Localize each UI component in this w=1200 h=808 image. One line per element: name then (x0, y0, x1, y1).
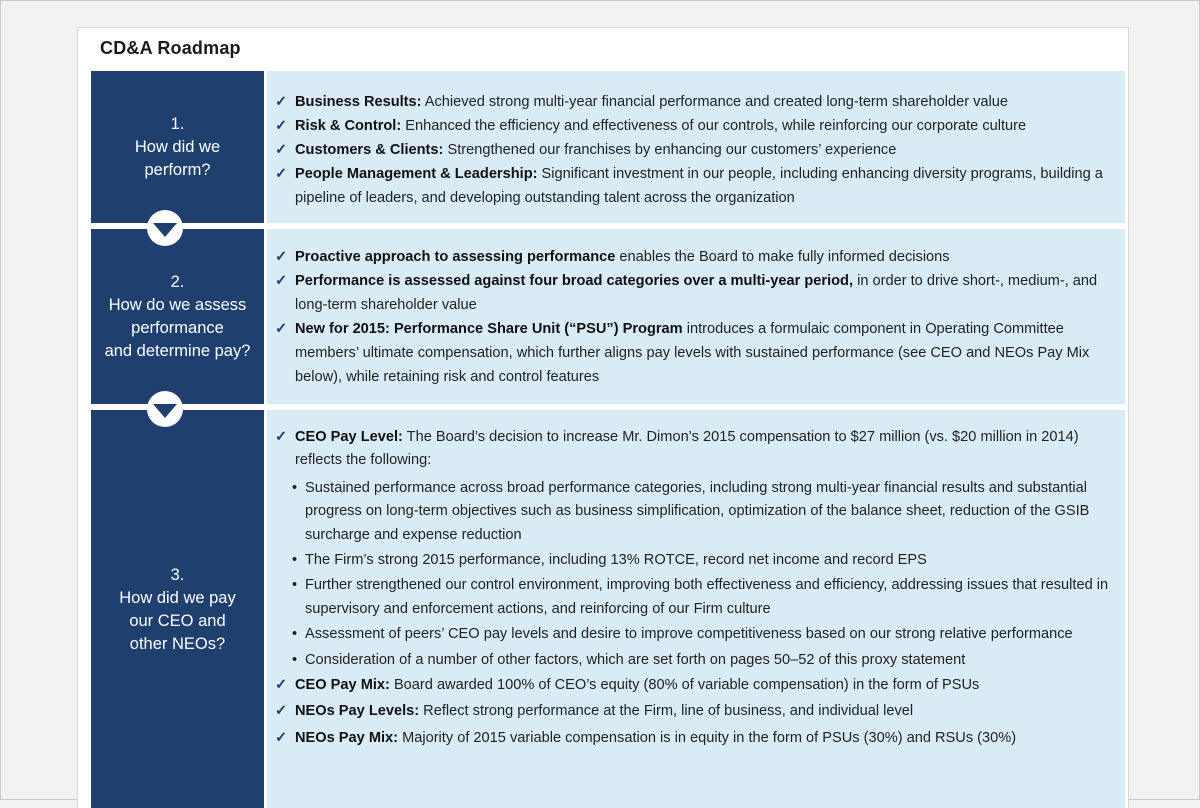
check-icon: ✓ (275, 118, 288, 134)
item-heading: Customers & Clients: (295, 142, 444, 158)
bullet-item (275, 623, 1113, 646)
item-heading: CEO Pay Mix: (295, 677, 390, 694)
item-heading: NEOs Pay Mix: (295, 729, 399, 746)
check-icon: ✓ (275, 429, 288, 445)
bullet-icon: • (292, 552, 298, 569)
item-text: Significant investment in our people, including enhancing diversity programs, building a pipeline of leaders, and developing outstanding talent across the organization (295, 166, 1103, 206)
item-heading: Business Results: (295, 94, 422, 110)
bullet-item (275, 477, 1113, 547)
bullet-text: Assessment of peers’ CEO pay levels and desire to improve competitiveness based on our strong relative performance (305, 626, 1073, 643)
section-label-box (91, 229, 264, 404)
list-item (275, 674, 1113, 697)
bullet-item (275, 549, 1113, 572)
section-assess (91, 229, 1125, 404)
item-text: Strengthened our franchises by enhancing our customers’ experience (443, 142, 897, 158)
section-label-box (91, 71, 264, 223)
roadmap-card (77, 27, 1129, 808)
list-item (275, 162, 1113, 210)
item-text: enables the Board to make fully informed decisions (615, 249, 950, 265)
section-pay (91, 410, 1125, 808)
down-arrow-icon (147, 210, 183, 246)
check-icon: ✓ (275, 729, 288, 746)
item-text: Reflect strong performance at the Firm, line of business, and individual level (419, 703, 914, 720)
check-icon: ✓ (275, 166, 288, 182)
item-text: Enhanced the efficiency and effectiveness of our controls, while reinforcing our corporate culture (401, 118, 1027, 134)
item-text: Board awarded 100% of CEO’s equity (80% of variable compensation) in the form of PSUs (389, 677, 980, 694)
check-icon: ✓ (275, 321, 288, 337)
list-item (275, 90, 1113, 114)
item-heading: Proactive approach to assessing performance (295, 249, 616, 265)
item-text: in order to drive short-, medium-, and long-term shareholder value (295, 273, 1098, 313)
check-icon: ✓ (275, 142, 288, 158)
check-icon: ✓ (275, 677, 288, 694)
list-item (275, 138, 1113, 162)
page-title: CD&A Roadmap (100, 38, 241, 58)
section-label: 2. How do we assess performance and determine pay? (104, 272, 251, 360)
bullet-text: Consideration of a number of other factors, which are set forth on pages 50–52 of this proxy statement (305, 651, 966, 668)
down-arrow-icon (147, 391, 183, 427)
list-item (275, 269, 1113, 317)
item-heading: People Management & Leadership: (295, 166, 538, 182)
bullet-text: The Firm’s strong 2015 performance, including 13% ROTCE, record net income and record EPS (305, 552, 927, 569)
check-icon: ✓ (275, 249, 288, 265)
item-heading: Risk & Control: (295, 118, 402, 134)
item-heading: Performance is assessed against four broad categories over a multi-year period, (295, 273, 854, 289)
section-perform (91, 71, 1125, 223)
list-item (275, 317, 1113, 389)
list-item (275, 700, 1113, 723)
item-heading: CEO Pay Level: (295, 429, 403, 445)
item-heading: NEOs Pay Levels: (295, 703, 420, 720)
section-content (267, 71, 1125, 223)
item-text: Achieved strong multi-year financial performance and created long-term shareholder value (421, 94, 1009, 110)
section-content (267, 229, 1125, 404)
bullet-text: Sustained performance across broad performance categories, including strong multi-year financial results and substantial progress on long-term objectives such as business simplification, optimization of the balance sheet, reduction of the GSIB surcharge and expense reduction (305, 479, 1090, 543)
bullet-item (275, 574, 1113, 621)
item-text: introduces a formulaic component in Operating Committee members’ ultimate compensation, which further aligns pay levels with sustained performance (see CEO and NEOs Pay Mix below), while retaining risk and control features (295, 321, 1090, 385)
bullet-icon: • (292, 626, 298, 643)
list-item (275, 426, 1113, 473)
list-item (275, 245, 1113, 269)
bullet-text: Further strengthened our control environment, improving both effectiveness and efficiency, addressing issues that resulted in supervisory and enforcement actions, and reinforcing of our Firm culture (305, 577, 1109, 617)
item-text: Majority of 2015 variable compensation is in equity in the form of PSUs (30%) and RSUs (30%) (398, 729, 1017, 746)
check-icon: ✓ (275, 703, 288, 720)
check-icon: ✓ (275, 273, 288, 289)
bullet-item (275, 649, 1113, 672)
bullet-icon: • (292, 577, 298, 594)
section-label: 1. How did we perform? (134, 114, 221, 179)
bullet-icon: • (292, 651, 298, 668)
check-icon: ✓ (275, 94, 288, 110)
item-heading: New for 2015: Performance Share Unit (“PSU”) Program (295, 321, 683, 337)
section-label: 3. How did we pay our CEO and other NEOs? (119, 566, 236, 653)
list-item (275, 727, 1113, 750)
bullet-icon: • (292, 479, 298, 496)
item-text: The Board’s decision to increase Mr. Dimon’s 2015 compensation to $27 million (vs. $20 million in 2014) reflects the following: (295, 429, 1079, 469)
section-label-box (91, 410, 264, 808)
section-content (267, 410, 1125, 808)
list-item (275, 114, 1113, 138)
